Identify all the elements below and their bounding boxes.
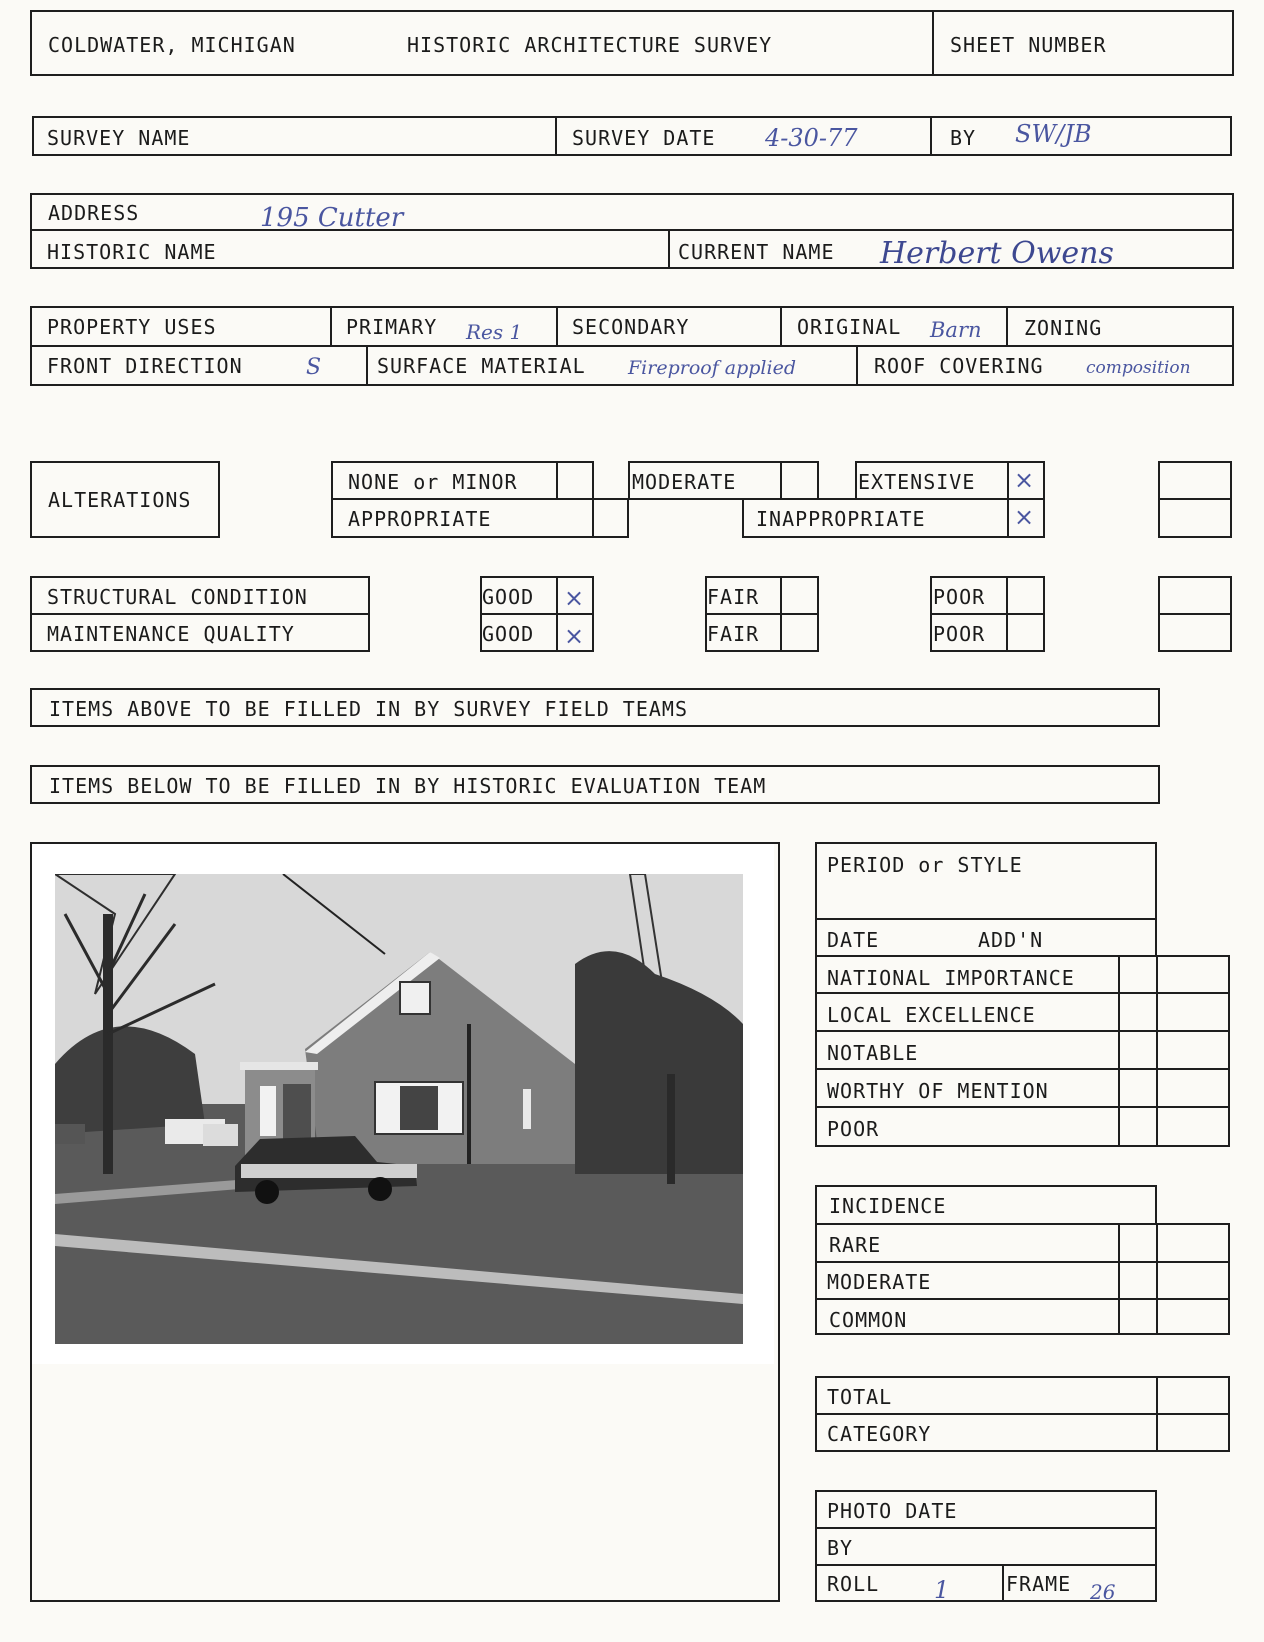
photo-by-label: BY: [827, 1536, 854, 1560]
form-title: HISTORIC ARCHITECTURE SURVEY: [407, 33, 773, 57]
importance-row-2: [815, 1030, 1230, 1032]
structural-poor-label: POOR: [933, 585, 986, 609]
divider-v3: [780, 306, 782, 346]
secondary-label: SECONDARY: [572, 315, 690, 339]
period-style-divider: [815, 918, 1157, 920]
importance-row-1: [815, 992, 1230, 994]
total-value-column[interactable]: [1156, 1376, 1158, 1452]
poor-check-column[interactable]: [1006, 576, 1008, 652]
none-minor-label: NONE or MINOR: [348, 470, 518, 494]
property-divider: [30, 345, 1234, 347]
incidence-label: INCIDENCE: [829, 1194, 947, 1218]
poor-divider-h: [930, 613, 1045, 615]
house-photo: [55, 874, 743, 1344]
notable-label: NOTABLE: [827, 1041, 919, 1065]
alterations-score-divider: [1158, 498, 1232, 500]
survey-name-label: SURVEY NAME: [47, 126, 191, 150]
moderate-label: MODERATE: [632, 470, 737, 494]
roof-covering-value[interactable]: composition: [1086, 358, 1191, 378]
period-style-label: PERIOD or STYLE: [827, 853, 1023, 877]
roll-value[interactable]: 1: [934, 1576, 950, 1604]
condition-score-divider: [1158, 613, 1232, 615]
extensive-label: EXTENSIVE: [858, 470, 976, 494]
importance-row-3: [815, 1068, 1230, 1070]
photo-date-label: PHOTO DATE: [827, 1499, 958, 1523]
divider-v1: [330, 306, 332, 346]
incidence-col-1: [1118, 1223, 1120, 1335]
primary-label: PRIMARY: [346, 315, 438, 339]
local-excellence-label: LOCAL EXCELLENCE: [827, 1003, 1036, 1027]
importance-row-4: [815, 1106, 1230, 1108]
structural-condition-label: STRUCTURAL CONDITION: [47, 585, 308, 609]
surface-material-value[interactable]: Fireproof applied: [628, 357, 796, 379]
appropriate-label: APPROPRIATE: [348, 507, 492, 531]
incidence-row-1: [815, 1261, 1230, 1263]
address-divider: [30, 229, 1234, 231]
alterations-label: ALTERATIONS: [48, 488, 192, 512]
roof-covering-label: ROOF COVERING: [874, 354, 1044, 378]
none-minor-check[interactable]: [556, 461, 594, 500]
survey-date-value: 4-30-77: [765, 124, 858, 152]
note-above-text: ITEMS ABOVE TO BE FILLED IN BY SURVEY FIELD TEAMS: [49, 697, 689, 721]
common-label: COMMON: [829, 1308, 908, 1332]
divider-v6: [856, 345, 858, 386]
national-importance-label: NATIONAL IMPORTANCE: [827, 966, 1075, 990]
structural-fair-label: FAIR: [707, 585, 760, 609]
importance-col-2: [1156, 955, 1158, 1147]
structural-good-mark: ×: [564, 584, 585, 612]
maintenance-poor-label: POOR: [933, 622, 986, 646]
survey-date-label: SURVEY DATE: [572, 126, 716, 150]
photo-info-row-1: [815, 1527, 1157, 1529]
survey-by-value: SW/JB: [1015, 120, 1092, 148]
moderate-check[interactable]: [780, 461, 819, 500]
current-name-label: CURRENT NAME: [678, 240, 835, 264]
eval-addn-label: ADD'N: [978, 928, 1044, 952]
good-check-column[interactable]: [556, 576, 558, 652]
divider-v5: [366, 345, 368, 386]
inappropriate-mark: ×: [1014, 503, 1035, 531]
eval-date-label: DATE: [827, 928, 880, 952]
eval-poor-label: POOR: [827, 1117, 880, 1141]
rare-label: RARE: [829, 1233, 882, 1257]
divider-v4: [1006, 306, 1008, 346]
fair-check-column[interactable]: [780, 576, 782, 652]
category-label: CATEGORY: [827, 1422, 932, 1446]
incidence-col-2: [1156, 1223, 1158, 1335]
frame-label: FRAME: [1006, 1572, 1072, 1596]
importance-col-1: [1118, 955, 1120, 1147]
extensive-mark: ×: [1014, 466, 1035, 494]
original-label: ORIGINAL: [797, 315, 902, 339]
divider-v2: [556, 306, 558, 346]
front-direction-value[interactable]: S: [306, 355, 322, 380]
property-uses-label: PROPERTY USES: [47, 315, 217, 339]
maintenance-good-label: GOOD: [482, 622, 535, 646]
zoning-label: ZONING: [1024, 316, 1103, 340]
incidence-moderate-label: MODERATE: [827, 1270, 932, 1294]
appropriate-divider: [592, 498, 594, 538]
photo-mount: [32, 844, 774, 1364]
photo-info-row-2: [815, 1564, 1157, 1566]
original-value[interactable]: Barn: [930, 318, 982, 342]
good-divider-h: [480, 613, 594, 615]
note-below-text: ITEMS BELOW TO BE FILLED IN BY HISTORIC EVALUATION TEAM: [49, 774, 767, 798]
roll-frame-divider: [1002, 1564, 1004, 1602]
maintenance-good-mark: ×: [564, 622, 585, 650]
maintenance-fair-label: FAIR: [707, 622, 760, 646]
primary-value[interactable]: Res 1: [466, 320, 523, 344]
front-direction-label: FRONT DIRECTION: [47, 354, 243, 378]
surface-material-label: SURFACE MATERIAL: [377, 354, 586, 378]
fair-divider-h: [705, 613, 819, 615]
total-divider-h: [815, 1413, 1230, 1415]
total-label: TOTAL: [827, 1385, 893, 1409]
worthy-of-mention-label: WORTHY OF MENTION: [827, 1079, 1049, 1103]
maintenance-quality-label: MAINTENANCE QUALITY: [47, 622, 295, 646]
structural-good-label: GOOD: [482, 585, 535, 609]
historic-name-label: HISTORIC NAME: [47, 240, 217, 264]
current-name-value[interactable]: Herbert Owens: [880, 236, 1114, 271]
survey-by-label: BY: [950, 126, 977, 150]
address-label: ADDRESS: [48, 201, 140, 225]
sheet-number-label: SHEET NUMBER: [950, 33, 1107, 57]
city-label: COLDWATER, MICHIGAN: [48, 33, 296, 57]
roll-label: ROLL: [827, 1572, 880, 1596]
condition-divider: [30, 613, 370, 615]
frame-value[interactable]: 26: [1090, 1580, 1116, 1604]
incidence-row-2: [815, 1298, 1230, 1300]
current-name-divider: [668, 229, 670, 269]
address-value[interactable]: 195 Cutter: [260, 203, 404, 233]
inappropriate-label: INAPPROPRIATE: [756, 507, 926, 531]
